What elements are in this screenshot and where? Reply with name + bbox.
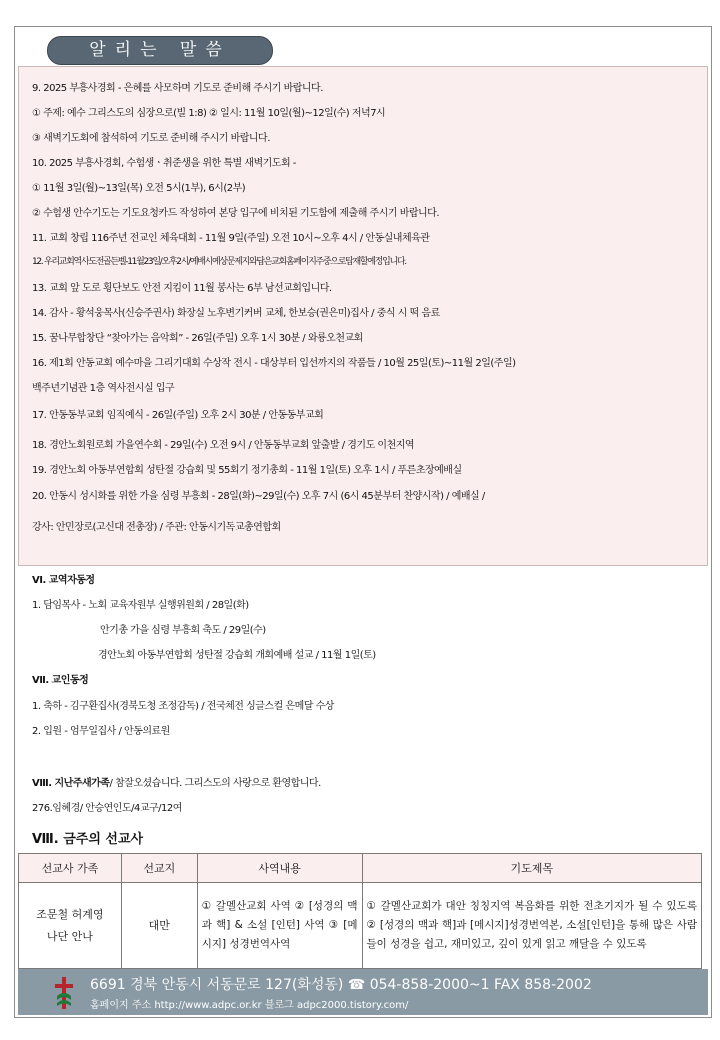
notice-line: 17. 안동동부교회 임직예식 - 26일(주일) 오후 2시 30분 / 안동동부교회 [32,410,324,421]
mission-table [18,853,702,969]
missionary-family: 조문철 허계영 나단 안나 [19,883,122,969]
members-item: 2. 입원 - 엄무일집사 / 안동의료원 [32,726,170,737]
notice-line: ② 수험생 안수기도는 기도요청카드 작성하여 본당 입구에 비치된 기도함에 제출해 주시기 바랍니다. [32,208,440,219]
notice-line: 11. 교회 창립 116주년 전교인 체육대회 - 11월 9일(주일) 오전 10시~오후 4시 / 안동실내체육관 [32,233,430,244]
notice-line: 13. 교회 앞 도로 횡단보도 안전 지킴이 11월 봉사는 6부 남선교회입니다. [32,283,332,294]
notice-line: 강사: 안민장로(고신대 전총장) / 주관: 안동시기독교총연합회 [32,522,281,533]
notice-line: ① 11월 3일(월)~13일(목) 오전 5시(1부), 6시(2부) [32,183,246,194]
pastor-heading: Ⅵ. 교역자동정 [32,575,95,586]
mission-heading: Ⅷ. 금주의 선교사 [32,832,144,847]
notice-line: 20. 안동시 성시화를 위한 가을 심령 부흥회 - 28일(화)~29일(수) 오후 7시 (6시 45분부터 찬양시작) / 예배실 / [32,491,485,502]
page-title: 알리는 말씀 [47,36,273,65]
notice-line: 15. 꿈나무합창단 “찾아가는 음악회” - 26일(주일) 오후 1시 30분 / 와룡오천교회 [32,333,363,344]
column-header: 기도제목 [362,854,702,883]
notice-line: ③ 새벽기도회에 참석하여 기도로 준비해 주시기 바랍니다. [32,133,270,144]
notice-line: 10. 2025 부흥사경회, 수험생ㆍ취준생을 위한 특별 새벽기도회 - [32,158,296,169]
column-header: 선교지 [121,854,197,883]
members-heading: Ⅶ. 교인동정 [32,675,89,686]
table-header-row [19,854,702,883]
column-header: 사역내용 [197,854,362,883]
members-item: 1. 축하 - 김구환집사(경북도청 조정감독) / 전국체전 싱글스컬 은메달 수상 [32,701,334,712]
notice-line: 백주년기념관 1층 역사전시실 입구 [32,383,175,394]
notice-line: ① 주제: 예수 그리스도의 심장으로(빌 1:8) ② 일시: 11월 10일(월)~12일(수) 저녁7시 [32,108,386,119]
notice-line: 16. 제1회 안동교회 예수마을 그리기대회 수상작 전시 - 대상부터 입선까지의 작품들 / 10월 25일(토)~11월 2일(주일) [32,358,516,369]
column-header: 선교사 가족 [19,854,122,883]
notice-line: 9. 2025 부흥사경회 - 은혜를 사모하며 기도로 준비해 주시기 바랍니다. [32,83,323,94]
notice-line: 12. 우리교회역사도전골든벨-11월23일/오후2시/예배시예상문제지와답은교회홈페이지주중으로탑재할예정입니다. [32,257,406,267]
newcomers-heading: Ⅷ. 지난주새가족/ 참잘오셨습니다. 그리스도의 사랑으로 환영합니다. [32,778,321,789]
newcomers-item: 276.임혜경/ 안승연인도/4교구/12여 [32,803,182,814]
notice-line: 19. 경안노회 아동부연합회 성탄절 강습회 및 55회기 정기총회 - 11월 1일(토) 오후 1시 / 푸른초장예배실 [32,465,462,476]
pastor-item: 1. 담임목사 - 노회 교육자원부 실행위원회 / 28일(화) [32,600,249,611]
footer-links[interactable]: 홈페이지 주소 http://www.adpc.or.kr 블로그 adpc2000.tistory.com/ [90,1000,409,1011]
footer-bar [18,969,708,1015]
mission-work: ① 갈멜산교회 사역 ② [성경의 맥과 핵] & 소설 [인턴] 사역 ③ [메시지] 성경번역사역 [197,883,362,969]
table-row [19,883,702,969]
mission-country: 대만 [121,883,197,969]
footer-address: 6691 경북 안동시 서동문로 127(화성동) ☎ 054-858-2000~1 FAX 858-2002 [90,977,592,993]
notice-line: 14. 감사 - 황석웅목사(신승주권사) 화장실 노후변기커버 교체, 한보승(권은미)집사 / 중식 시 떡 음료 [32,308,440,319]
mission-prayer: ① 갈멜산교회가 대안 칭칭지역 복음화를 위한 전초기지가 될 수 있도록 ② [성경의 맥과 핵]과 [메시지]성경번역본, 소설[인턴]을 통해 많은 사람들이 성경을 쉽고, 재미있고, 깊이 있게 읽고 깨달을 수 있도록 [362,883,702,969]
pastor-item: 안기총 가을 심령 부흥회 축도 / 29일(수) [100,625,266,636]
cross-logo-icon [52,976,76,1010]
notice-line: 18. 경안노회원로회 가을연수회 - 29일(수) 오전 9시 / 안동동부교회 앞출발 / 경기도 이천지역 [32,440,415,451]
pastor-item: 경안노회 아동부연합회 성탄절 강습회 개회예배 설교 / 11월 1일(토) [98,650,376,661]
